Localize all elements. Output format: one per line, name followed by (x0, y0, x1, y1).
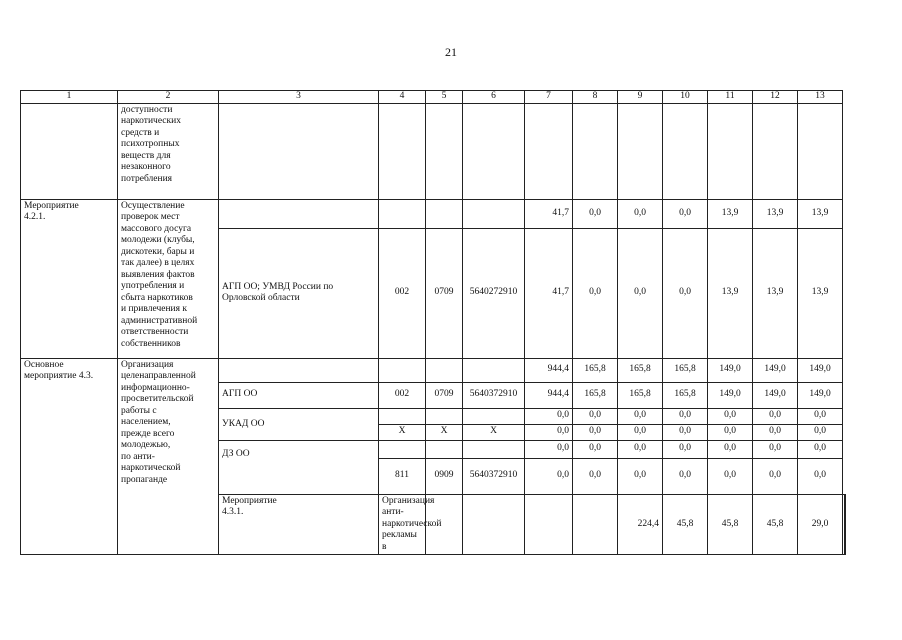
cell (219, 103, 379, 199)
value-cell: 0,0 (573, 408, 618, 424)
value-cell: 41,7 (525, 199, 573, 228)
value-cell: 0,0 (753, 424, 798, 440)
col-header: 7 (525, 91, 573, 104)
value-cell: 0,0 (753, 458, 798, 494)
cell (426, 199, 463, 228)
value-cell: 165,8 (663, 358, 708, 382)
value-cell: 0,0 (618, 458, 663, 494)
rzpr-cell: 0709 (426, 382, 463, 408)
value-cell: 0,0 (798, 424, 843, 440)
budget-table (20, 90, 846, 555)
value-cell: 165,8 (663, 382, 708, 408)
col-header: 5 (426, 91, 463, 104)
value-cell: 0,0 (798, 458, 843, 494)
value-cell: 165,8 (573, 382, 618, 408)
value-cell: 0,0 (708, 424, 753, 440)
value-cell: 0,0 (663, 424, 708, 440)
value-cell: 0,0 (663, 458, 708, 494)
cell (379, 199, 426, 228)
value-cell: 0,0 (753, 440, 798, 458)
csr-cell: 5640372910 (463, 458, 525, 494)
cell (525, 494, 573, 555)
executor-cell: УКАД ОО (219, 408, 379, 440)
value-cell: 0,0 (798, 440, 843, 458)
grbs-cell: 002 (379, 228, 426, 358)
value-cell: 0,0 (618, 199, 663, 228)
cell (798, 103, 843, 199)
value-cell: 0,0 (525, 458, 573, 494)
table-row (21, 199, 846, 228)
col-header: 6 (463, 91, 525, 104)
value-cell: 0,0 (573, 440, 618, 458)
cell (708, 103, 753, 199)
value-cell: 0,0 (618, 408, 663, 424)
measure-description: Организация анти- наркотической рекламы в (379, 494, 426, 555)
cell (463, 408, 525, 424)
value-cell: 0,0 (525, 440, 573, 458)
cell (379, 103, 426, 199)
value-cell: 0,0 (573, 228, 618, 358)
value-cell: 0,0 (798, 408, 843, 424)
cell (379, 358, 426, 382)
value-cell: 0,0 (708, 458, 753, 494)
cell (463, 440, 525, 458)
value-cell: 0,0 (525, 408, 573, 424)
measure-description: Организация целенаправленной информационно- просветительской работы с населением, прежде всего молодежью, по анти- наркотической пропаганде (118, 358, 219, 555)
cell (618, 103, 663, 199)
value-cell: 944,4 (525, 358, 573, 382)
col-header: 12 (753, 91, 798, 104)
col-header: 10 (663, 91, 708, 104)
table-row (21, 103, 846, 199)
grbs-cell: Х (379, 424, 426, 440)
value-cell: 165,8 (618, 358, 663, 382)
value-cell: 0,0 (573, 199, 618, 228)
rzpr-cell: 0709 (426, 228, 463, 358)
value-cell: 165,8 (618, 382, 663, 408)
col-header: 1 (21, 91, 118, 104)
cell (379, 408, 426, 424)
cell (426, 440, 463, 458)
value-cell: 0,0 (618, 424, 663, 440)
cell (426, 103, 463, 199)
value-cell: 165,8 (573, 358, 618, 382)
csr-cell: 5640272910 (463, 228, 525, 358)
cell (753, 103, 798, 199)
value-cell: 0,0 (663, 408, 708, 424)
value-cell: 0,0 (525, 424, 573, 440)
cell (219, 199, 379, 228)
col-header: 4 (379, 91, 426, 104)
value-cell: 29,0 (798, 494, 843, 555)
value-cell: 149,0 (753, 382, 798, 408)
value-cell: 0,0 (573, 458, 618, 494)
value-cell (844, 494, 846, 555)
value-cell: 0,0 (573, 424, 618, 440)
value-cell: 45,8 (708, 494, 753, 555)
csr-cell: 5640372910 (463, 382, 525, 408)
cell (379, 440, 426, 458)
measure-name: Мероприятие 4.2.1. (21, 199, 118, 358)
col-header: 2 (118, 91, 219, 104)
grbs-cell: 811 (379, 458, 426, 494)
value-cell: 13,9 (753, 199, 798, 228)
col-header: 8 (573, 91, 618, 104)
grbs-cell: 002 (379, 382, 426, 408)
rzpr-cell: 0909 (426, 458, 463, 494)
executor-cell: АГП ОО (219, 382, 379, 408)
value-cell: 224,4 (618, 494, 663, 555)
cell (573, 103, 618, 199)
value-cell: 45,8 (753, 494, 798, 555)
value-cell: 13,9 (753, 228, 798, 358)
value-cell: 13,9 (798, 228, 843, 358)
value-cell: 944,4 (525, 382, 573, 408)
value-cell: 149,0 (798, 382, 843, 408)
value-cell: 149,0 (753, 358, 798, 382)
col-header: 11 (708, 91, 753, 104)
value-cell: 0,0 (708, 408, 753, 424)
value-cell: 0,0 (753, 408, 798, 424)
value-cell: 0,0 (618, 440, 663, 458)
value-cell: 13,9 (708, 199, 753, 228)
col-header: 9 (618, 91, 663, 104)
cell (463, 494, 525, 555)
value-cell: 0,0 (708, 440, 753, 458)
cell (21, 103, 118, 199)
value-cell: 0,0 (663, 228, 708, 358)
value-cell: 0,0 (618, 228, 663, 358)
cell (573, 494, 618, 555)
cell (463, 199, 525, 228)
cell (525, 103, 573, 199)
page-number: 21 (445, 45, 457, 59)
table-row (21, 358, 846, 382)
value-cell: 0,0 (663, 440, 708, 458)
value-cell: 41,7 (525, 228, 573, 358)
value-cell: 149,0 (798, 358, 843, 382)
table-header-row (21, 91, 846, 104)
measure-description: Осуществление проверок мест массового досуга молодежи (клубы, дискотеки, бары и так далее) в целях выявления фактов употребления и сбыта наркотиков и привлечения к административной ответственности собственников (118, 199, 219, 358)
cell (219, 358, 379, 382)
csr-cell: Х (463, 424, 525, 440)
value-cell: 149,0 (708, 358, 753, 382)
measure-name: Мероприятие 4.3.1. (219, 494, 379, 555)
executor-cell: АГП ОО; УМВД России по Орловской области (219, 228, 379, 358)
value-cell: 45,8 (663, 494, 708, 555)
cell (426, 358, 463, 382)
value-cell: 0,0 (663, 199, 708, 228)
value-cell: 149,0 (708, 382, 753, 408)
cell (426, 408, 463, 424)
cell (463, 103, 525, 199)
value-cell: 13,9 (708, 228, 753, 358)
measure-name: Основное мероприятие 4.3. (21, 358, 118, 555)
measure-description: доступности наркотических средств и психотропных веществ для незаконного потребления (118, 103, 219, 199)
cell (463, 358, 525, 382)
rzpr-cell: Х (426, 424, 463, 440)
value-cell: 13,9 (798, 199, 843, 228)
executor-cell: ДЗ ОО (219, 440, 379, 494)
col-header: 13 (798, 91, 843, 104)
col-header: 3 (219, 91, 379, 104)
cell (663, 103, 708, 199)
